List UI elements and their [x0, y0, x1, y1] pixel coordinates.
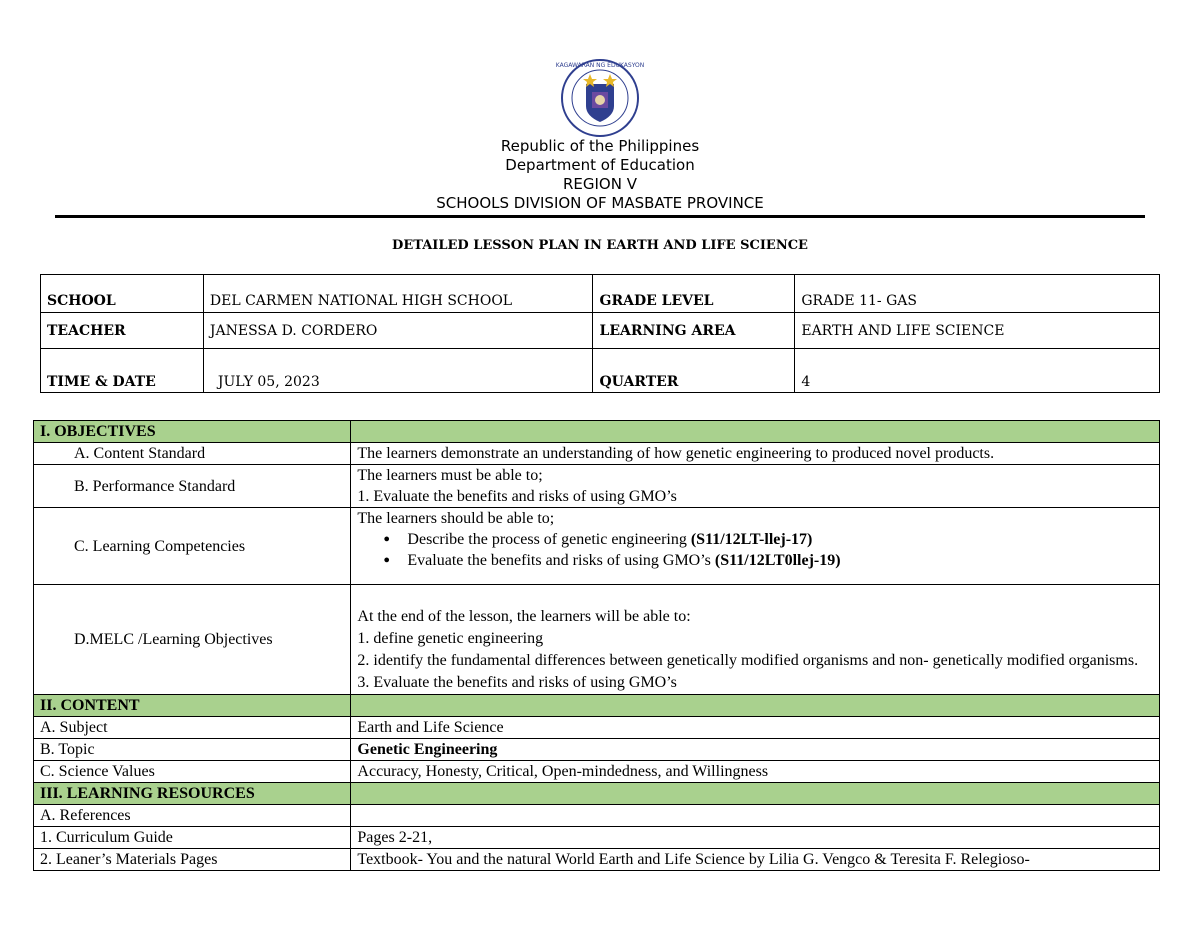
melc-item: 3. Evaluate the benefits and risks of using GMO’s: [357, 674, 677, 691]
table-row: [34, 805, 1160, 827]
topic-label: B. Topic: [34, 739, 351, 761]
melc-objectives-label: D.MELC /Learning Objectives: [34, 585, 351, 695]
references-label: A. References: [34, 805, 351, 827]
time-date-label: TIME & DATE: [41, 349, 204, 393]
letterhead: [0, 137, 1200, 213]
learners-materials-label: 2. Leaner’s Materials Pages: [34, 849, 351, 871]
info-row: [41, 349, 1160, 393]
section-header-content: [34, 695, 1160, 717]
grade-level-value: GRADE 11- GAS: [795, 275, 1160, 313]
header-region: REGION V: [562, 175, 637, 193]
time-date-value: JULY 05, 2023: [203, 349, 593, 393]
section-header-resources: [34, 783, 1160, 805]
teacher-label: TEACHER: [41, 313, 204, 349]
melc-item: 1. define genetic engineering: [357, 630, 544, 647]
info-row: [41, 313, 1160, 349]
svg-text:KAGAWARAN NG EDUKASYON: KAGAWARAN NG EDUKASYON: [556, 62, 644, 69]
competencies-intro: The learners should be able to;: [357, 510, 555, 527]
teacher-value: JANESSA D. CORDERO: [203, 313, 593, 349]
competency-code: (S11/12LT0llej-19): [714, 552, 841, 569]
list-item: ● Describe the process of genetic engineering (S11/12LT-llej-17): [407, 529, 1153, 550]
performance-standard-intro: The learners must be able to;: [357, 467, 543, 484]
objectives-heading: I. OBJECTIVES: [34, 421, 351, 443]
science-values-label: C. Science Values: [34, 761, 351, 783]
quarter-label: QUARTER: [593, 349, 795, 393]
content-standard-text: The learners demonstrate an understanding of how genetic engineering to produced novel products.: [351, 443, 1160, 465]
header-department: Department of Education: [505, 156, 695, 174]
deped-seal-logo: [556, 58, 644, 138]
table-row: [34, 739, 1160, 761]
curriculum-guide-value: Pages 2-21,: [351, 827, 1160, 849]
info-table: [40, 274, 1160, 393]
header-division: SCHOOLS DIVISION OF MASBATE PROVINCE: [436, 194, 764, 212]
list-item: ● Evaluate the benefits and risks of using GMO’s (S11/12LT0llej-19): [407, 550, 1153, 571]
quarter-value: 4: [795, 349, 1160, 393]
topic-value: Genetic Engineering: [357, 741, 498, 758]
melc-intro: At the end of the lesson, the learners will be able to:: [357, 608, 691, 625]
table-row: [34, 508, 1160, 585]
grade-level-label: GRADE LEVEL: [593, 275, 795, 313]
curriculum-guide-label: 1. Curriculum Guide: [34, 827, 351, 849]
table-row: [34, 827, 1160, 849]
content-heading: II. CONTENT: [34, 695, 351, 717]
content-standard-label: A. Content Standard: [34, 443, 351, 465]
header-divider: [55, 215, 1145, 218]
table-row: [34, 443, 1160, 465]
document-title: DETAILED LESSON PLAN IN EARTH AND LIFE SCIENCE: [392, 238, 808, 253]
subject-value: Earth and Life Science: [351, 717, 1160, 739]
learners-materials-value: Textbook- You and the natural World Earth and Life Science by Lilia G. Vengco & Teresita F. Relegioso-: [351, 849, 1160, 871]
performance-standard-item: 1. Evaluate the benefits and risks of using GMO’s: [357, 488, 677, 505]
table-row: [34, 717, 1160, 739]
table-row: [34, 849, 1160, 871]
school-value: DEL CARMEN NATIONAL HIGH SCHOOL: [203, 275, 593, 313]
table-row: [34, 761, 1160, 783]
info-row: [41, 275, 1160, 313]
school-label: SCHOOL: [41, 275, 204, 313]
lesson-plan-table: [33, 420, 1160, 871]
science-values-value: Accuracy, Honesty, Critical, Open-mindedness, and Willingness: [351, 761, 1160, 783]
table-row: [34, 465, 1160, 508]
learning-area-value: EARTH AND LIFE SCIENCE: [795, 313, 1160, 349]
section-header-objectives: [34, 421, 1160, 443]
subject-label: A. Subject: [34, 717, 351, 739]
table-row: [34, 585, 1160, 695]
performance-standard-label: B. Performance Standard: [34, 465, 351, 508]
learning-area-label: LEARNING AREA: [593, 313, 795, 349]
resources-heading: III. LEARNING RESOURCES: [34, 783, 351, 805]
header-republic: Republic of the Philippines: [500, 137, 700, 155]
competency-code: (S11/12LT-llej-17): [690, 531, 813, 548]
learning-competencies-label: C. Learning Competencies: [34, 508, 351, 585]
competencies-list: [357, 529, 1153, 571]
melc-item: 2. identify the fundamental differences between genetically modified organisms and non- genetically modified organisms.: [357, 652, 1139, 669]
